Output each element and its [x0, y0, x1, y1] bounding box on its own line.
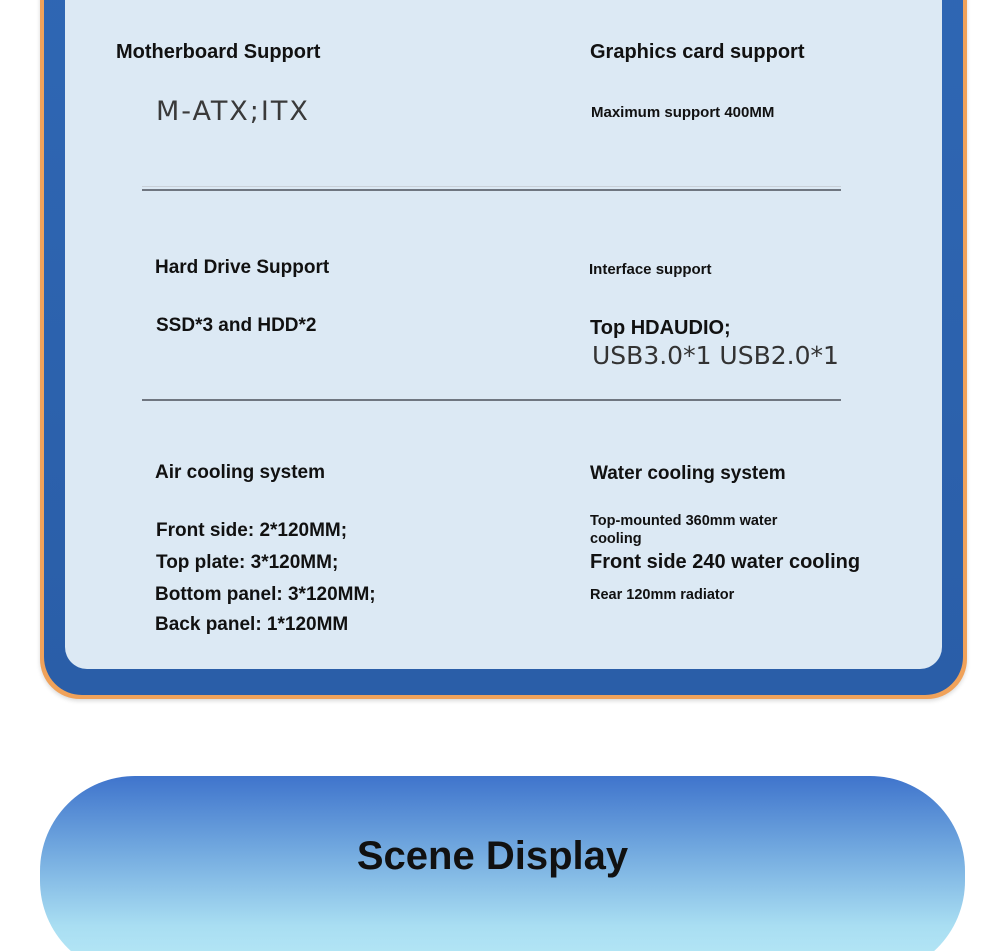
air-cooling-line: Bottom panel: 3*120MM;: [155, 584, 376, 605]
interface-support-value-line2: USB3.0*1 USB2.0*1: [592, 341, 839, 370]
air-cooling-line: Top plate: 3*120MM;: [156, 552, 339, 573]
hard-drive-support-value: SSD*3 and HDD*2: [156, 315, 317, 336]
interface-support-label: Interface support: [589, 261, 712, 278]
water-cooling-line: Rear 120mm radiator: [590, 587, 735, 603]
water-cooling-line: Front side 240 water cooling: [590, 551, 861, 573]
water-cooling-line: cooling: [590, 531, 642, 547]
water-cooling-line: Top-mounted 360mm water: [590, 513, 778, 529]
graphics-support-label: Graphics card support: [590, 41, 805, 63]
air-cooling-line: Back panel: 1*120MM: [155, 614, 349, 635]
motherboard-support-label: Motherboard Support: [116, 41, 321, 63]
divider: [142, 186, 841, 191]
air-cooling-label: Air cooling system: [155, 462, 325, 483]
air-cooling-line: Front side: 2*120MM;: [156, 520, 348, 541]
water-cooling-label: Water cooling system: [590, 463, 786, 484]
interface-support-value-line1: Top HDAUDIO;: [590, 317, 731, 339]
hard-drive-support-label: Hard Drive Support: [155, 257, 330, 278]
motherboard-support-value: M-ATX;ITX: [156, 96, 310, 127]
graphics-support-value: Maximum support 400MM: [591, 104, 775, 121]
divider: [142, 399, 841, 401]
scene-display-title: Scene Display: [356, 834, 629, 878]
